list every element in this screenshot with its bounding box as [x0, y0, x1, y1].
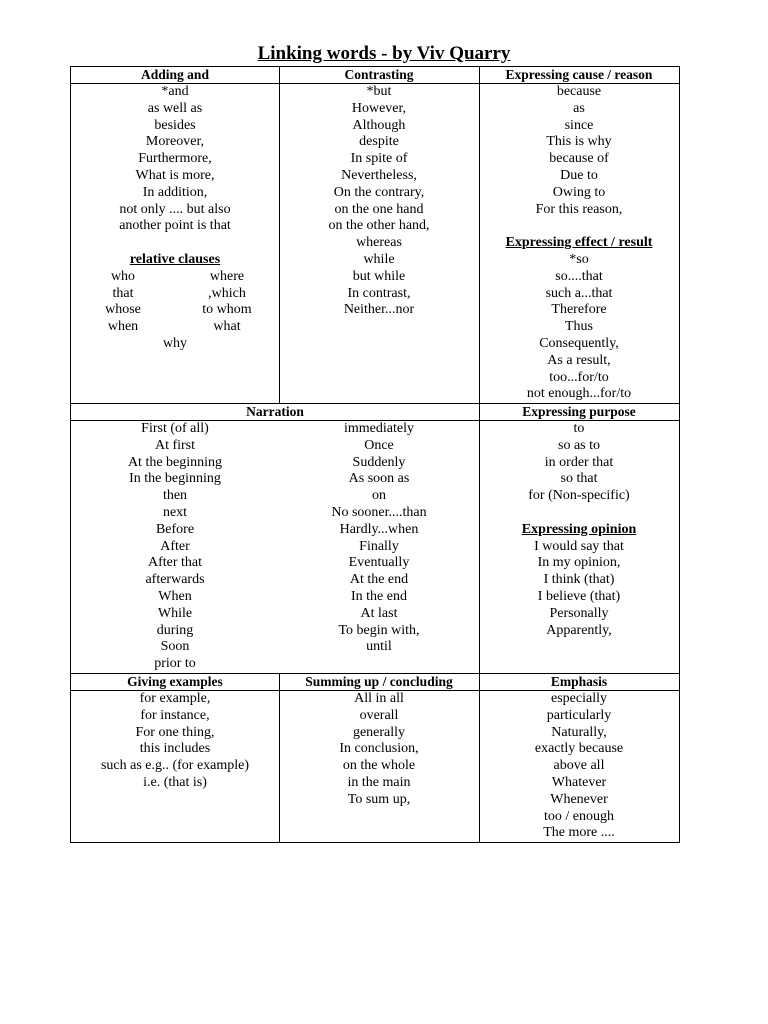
list-item: In my opinion,	[537, 555, 621, 571]
list-item: as well as	[147, 100, 203, 116]
list-item: but while	[352, 268, 406, 284]
list-item: i.e. (that is)	[143, 774, 207, 790]
list-item: Whatever	[551, 774, 607, 790]
list-item: After	[160, 538, 190, 554]
relative-word: who	[110, 268, 136, 284]
narration-column-2	[279, 421, 479, 656]
list-item: Nevertheless,	[341, 167, 417, 183]
list-item: such a...that	[545, 285, 613, 301]
emphasis-column	[479, 691, 679, 842]
adding-heading: Adding and	[141, 67, 209, 82]
list-item: for (Non-specific)	[528, 488, 630, 504]
relative-word: what	[213, 319, 241, 335]
list-item: on the whole	[342, 758, 416, 774]
list-item: However,	[351, 100, 407, 116]
list-item: during	[156, 622, 194, 638]
list-item: this includes	[139, 741, 211, 757]
list-item: on the other hand,	[328, 218, 430, 234]
list-item: Personally	[549, 605, 609, 621]
list-item	[71, 319, 279, 336]
list-item: I would say that	[534, 538, 624, 554]
narration-heading: Narration	[246, 404, 304, 419]
list-item: While	[157, 605, 193, 621]
list-item: immediately	[344, 421, 414, 436]
list-item: First (of all)	[141, 421, 209, 436]
list-item: then	[162, 488, 188, 504]
adding-column	[71, 84, 279, 353]
list-item: until	[366, 639, 392, 655]
list-item: too...for/to	[549, 369, 609, 385]
list-item: since	[564, 117, 594, 133]
purpose-heading: Expressing purpose	[522, 404, 636, 419]
list-item: At last	[360, 605, 398, 621]
summing-column	[279, 691, 479, 809]
list-item: Therefore	[551, 302, 607, 318]
list-item: especially	[551, 691, 607, 706]
list-item: Although	[352, 117, 406, 133]
list-item: *and	[161, 84, 189, 99]
relative-clauses-subheading: relative clauses	[129, 251, 221, 267]
list-item: Thus	[565, 319, 593, 335]
list-item: Due to	[560, 167, 598, 183]
list-item: Eventually	[348, 555, 410, 571]
list-item: in order that	[544, 454, 614, 470]
list-item	[71, 286, 279, 303]
list-item: At the end	[349, 572, 409, 588]
list-item: too / enough	[544, 808, 614, 824]
list-item: Owing to	[552, 184, 606, 200]
list-item: I believe (that)	[537, 588, 621, 604]
page-title: Linking words - by Viv Quarry	[257, 43, 511, 64]
contrasting-column	[279, 84, 479, 319]
list-item: Once	[364, 437, 394, 453]
list-item: prior to	[154, 656, 196, 672]
list-item: At first	[154, 437, 196, 453]
list-item: As soon as	[348, 471, 410, 487]
list-item: In contrast,	[347, 285, 411, 301]
relative-word: where	[209, 268, 245, 284]
list-item: At the beginning	[127, 454, 223, 470]
list-item: because of	[549, 151, 609, 167]
cause-heading: Expressing cause / reason	[505, 67, 653, 82]
list-item	[71, 302, 279, 319]
list-item: so that	[560, 471, 598, 487]
list-item: Before	[155, 521, 195, 537]
list-item: for instance,	[140, 707, 210, 723]
list-item: besides	[154, 117, 196, 133]
list-item: In spite of	[350, 151, 408, 167]
list-item: Soon	[160, 639, 190, 655]
list-item: to	[573, 421, 585, 436]
summing-heading: Summing up / concluding	[305, 674, 453, 689]
relative-word: ,which	[208, 285, 246, 301]
list-item: particularly	[546, 707, 612, 723]
list-item: To begin with,	[338, 622, 420, 638]
list-item: next	[162, 504, 188, 520]
list-item: *but	[366, 84, 392, 99]
list-item: All in all	[354, 691, 404, 706]
list-item: On the contrary,	[333, 184, 425, 200]
examples-heading: Giving examples	[127, 674, 223, 689]
purpose-column	[479, 421, 679, 639]
relative-word: to whom	[202, 302, 252, 318]
list-item: as	[573, 100, 585, 116]
list-item: on the one hand	[334, 201, 424, 217]
list-item: Moreover,	[145, 134, 205, 150]
list-item: Suddenly	[352, 454, 406, 470]
list-item: In conclusion,	[339, 741, 419, 757]
list-item: Neither...nor	[343, 302, 415, 318]
list-item: I think (that)	[543, 572, 615, 588]
list-item: Apparently,	[546, 622, 612, 638]
relative-word: whose	[105, 302, 141, 318]
list-item: In addition,	[142, 184, 208, 200]
list-item: while	[363, 251, 395, 267]
list-item: in the main	[347, 774, 411, 790]
list-item: not enough...for/to	[526, 386, 632, 402]
list-item: despite	[359, 134, 399, 150]
list-item: overall	[359, 707, 399, 723]
list-item: This is why	[546, 134, 612, 150]
list-item: Hardly...when	[339, 521, 419, 537]
linking-words-table	[70, 66, 680, 843]
opinion-subheading: Expressing opinion	[521, 521, 637, 537]
list-item: whereas	[356, 235, 402, 251]
list-item: Whenever	[550, 791, 608, 807]
list-item: Consequently,	[539, 335, 619, 351]
list-item: After that	[147, 555, 203, 571]
list-item: why	[162, 335, 188, 351]
list-item: Furthermore,	[138, 151, 212, 167]
list-item: What is more,	[135, 167, 215, 183]
effect-subheading: Expressing effect / result	[505, 235, 653, 251]
list-item: so....that	[555, 268, 603, 284]
list-item: another point is that	[119, 218, 231, 234]
list-item: Finally	[359, 538, 399, 554]
list-item: When	[158, 588, 192, 604]
list-item: For one thing,	[135, 724, 215, 740]
cause-column	[479, 84, 679, 403]
list-item: In the end	[351, 588, 407, 604]
list-item: so as to	[558, 437, 600, 453]
list-item: For this reason,	[535, 201, 623, 217]
emphasis-heading: Emphasis	[550, 674, 608, 689]
list-item: above all	[553, 758, 605, 774]
list-item: on	[372, 488, 386, 504]
list-item: No sooner....than	[331, 504, 427, 520]
narration-column-1	[71, 421, 279, 673]
relative-word: that	[112, 285, 134, 301]
list-item: Naturally,	[551, 724, 607, 740]
list-item: not only .... but also	[119, 201, 231, 217]
list-item: afterwards	[145, 572, 205, 588]
list-item: because	[556, 84, 602, 99]
list-item: exactly because	[534, 741, 624, 757]
examples-column	[71, 691, 279, 792]
list-item	[71, 269, 279, 286]
list-item: generally	[352, 724, 406, 740]
list-item: In the beginning	[129, 471, 221, 487]
list-item: As a result,	[547, 352, 611, 368]
list-item: The more ....	[543, 825, 615, 841]
contrasting-heading: Contrasting	[344, 67, 414, 82]
list-item: *so	[569, 251, 589, 267]
list-item: for example,	[139, 691, 211, 706]
list-item: To sum up,	[347, 791, 411, 807]
relative-word: when	[107, 319, 139, 335]
list-item: such as e.g.. (for example)	[100, 758, 250, 774]
